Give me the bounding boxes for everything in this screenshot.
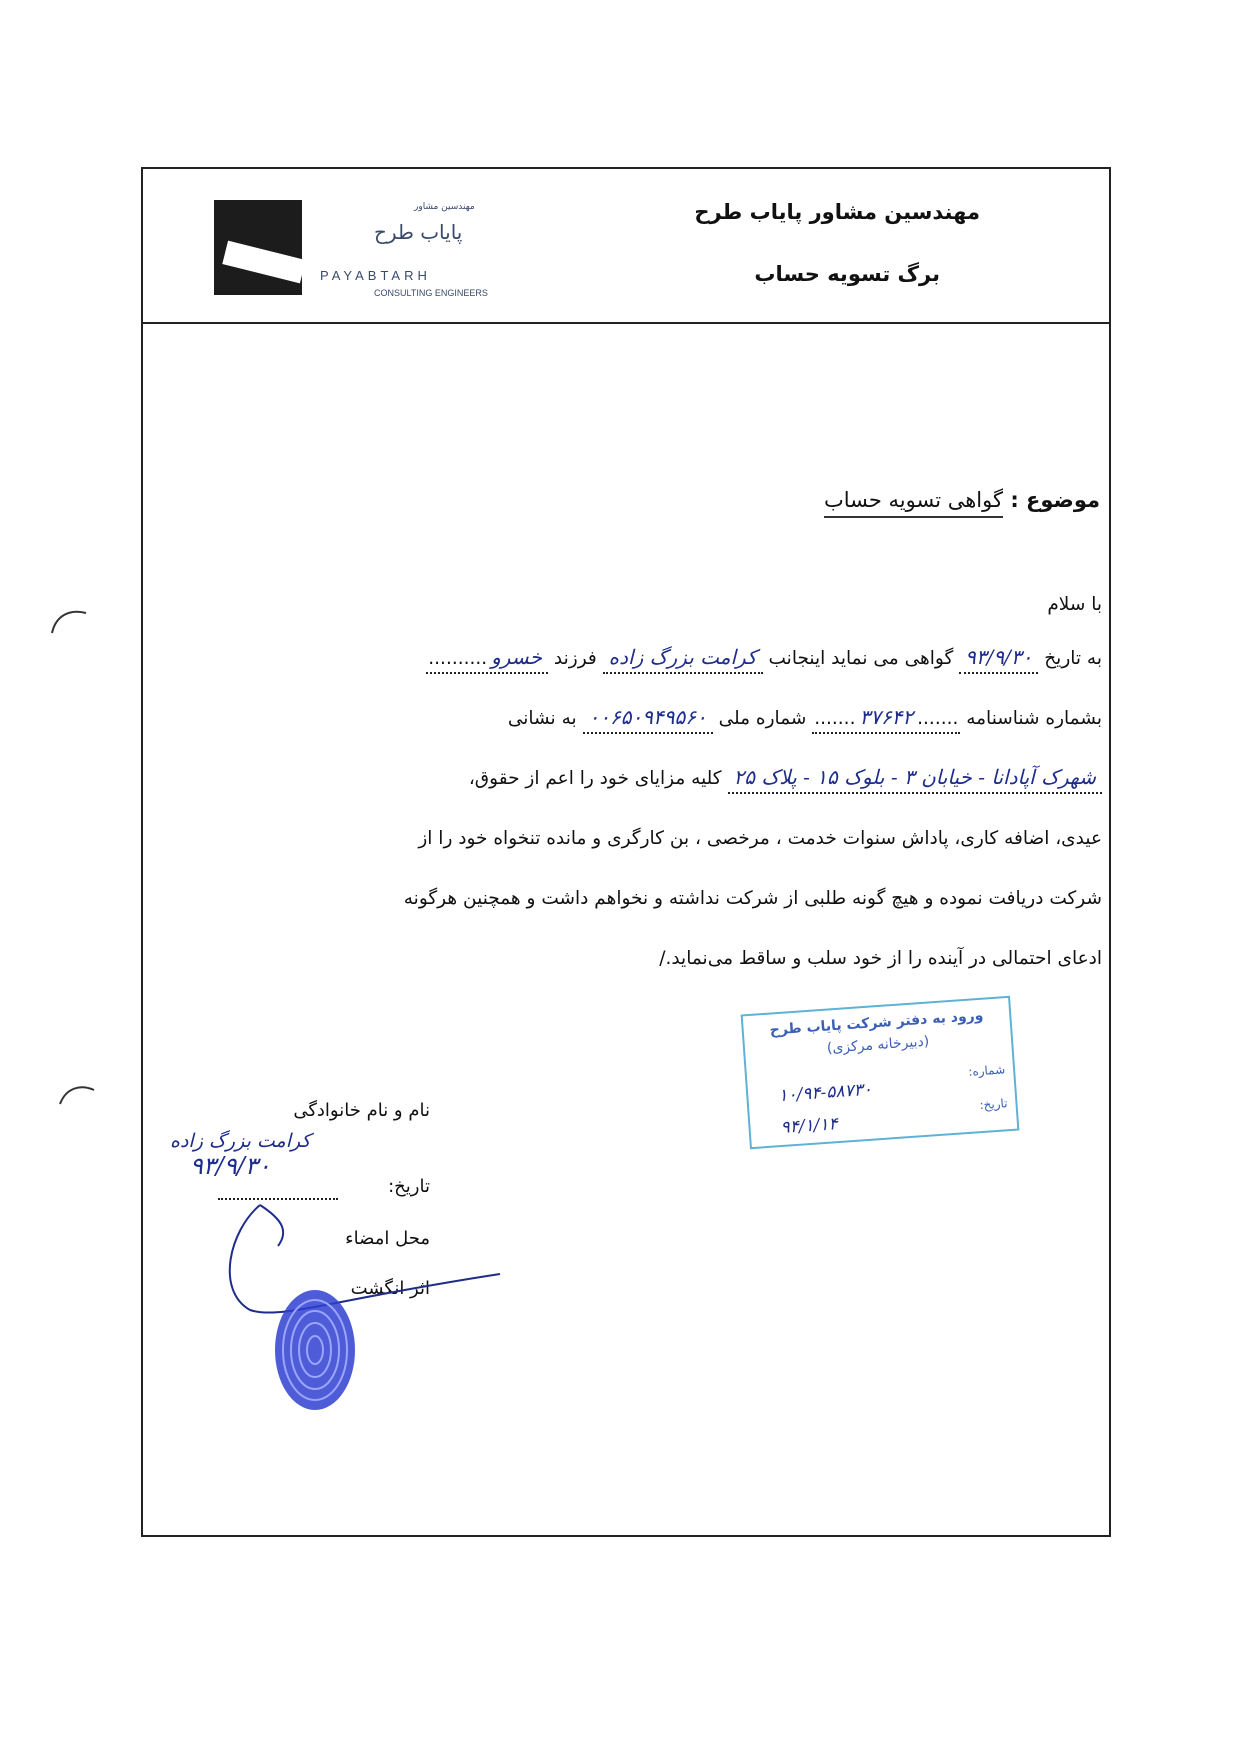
punch-hole-mark <box>58 1078 98 1108</box>
signature-scribble <box>220 1200 510 1320</box>
stamp-date-value: ۹۴/۱/۱۴ <box>779 1114 839 1139</box>
body-line-6: ادعای احتمالی در آینده را از خود سلب و ساقط می‌نماید./ <box>659 948 1102 969</box>
logo-small-text: مهندسین مشاور <box>414 202 475 212</box>
body-line-5: شرکت دریافت نموده و هیچ گونه طلبی از شرکت نداشته و نخواهم داشت و همچنین هرگونه <box>403 888 1102 909</box>
name-label: نام و نام خانوادگی <box>293 1100 430 1121</box>
letterhead <box>560 200 980 286</box>
logo-english-name: PAYABTARH <box>320 268 431 283</box>
header-divider <box>141 322 1111 324</box>
greeting: با سلام <box>1047 594 1102 615</box>
handwritten-name: کرامت بزرگ زاده <box>608 645 757 669</box>
form-title: برگ تسویه حساب <box>754 262 940 286</box>
thumbprint-label: اثر انگشت <box>350 1278 430 1299</box>
subject-line <box>824 488 1100 512</box>
subject-value: گواهی تسویه حساب <box>824 488 1003 518</box>
stamp-number-label: شماره: <box>967 1062 1006 1079</box>
letter-body <box>210 585 1102 989</box>
company-name: مهندسین مشاور پایاب طرح <box>694 200 980 224</box>
stamp-subtitle: (دبیرخانه مرکزی) <box>826 1033 930 1057</box>
logo-mark-icon <box>214 200 302 295</box>
date-label: تاریخ: <box>388 1176 430 1197</box>
handwritten-date: ۹۳/۹/۳۰ <box>965 645 1033 669</box>
company-logo <box>214 200 504 300</box>
handwritten-father-name: خسرو <box>491 645 543 669</box>
handwritten-signer-name: کرامت بزرگ زاده <box>170 1130 311 1152</box>
handwritten-national-id: ۰۰۶۵۰۹۴۹۵۶۰ <box>588 705 707 729</box>
handwritten-address: شهرک آپادانا - خیابان ۳ - بلوک ۱۵ - پلاک ۲۵ <box>733 765 1096 789</box>
signature-place-label: محل امضاء <box>345 1228 430 1249</box>
stamp-number-value: ۱۰/۹۴-۵۸۷۳۰ <box>777 1079 873 1107</box>
body-line-1: به تاریخ ۹۳/۹/۳۰ گواهی می نماید اینجانب کرامت بزرگ زاده فرزند خسرو.......... <box>210 629 1102 689</box>
fingerprint-icon <box>270 1285 360 1415</box>
logo-persian-name: پایاب طرح <box>374 220 463 244</box>
stamp-title: ورود به دفتر شرکت پایاب طرح <box>769 1007 984 1039</box>
logo-english-sub: CONSULTING ENGINEERS <box>374 288 488 298</box>
handwritten-sign-date: ۹۳/۹/۳۰ <box>190 1152 271 1180</box>
registration-stamp <box>741 996 1020 1150</box>
handwritten-id-number: ۳۷۶۴۲ <box>859 705 914 729</box>
body-line-4: عیدی، اضافه کاری، پاداش سنوات خدمت ، مرخصی ، بن کارگری و مانده تنخواه خود را از <box>418 828 1102 849</box>
stamp-date-label: تاریخ: <box>979 1096 1008 1113</box>
body-line-2: بشماره شناسنامه .......۳۷۶۴۲....... شماره ملی ۰۰۶۵۰۹۴۹۵۶۰ به نشانی <box>210 689 1102 749</box>
body-line-3: شهرک آپادانا - خیابان ۳ - بلوک ۱۵ - پلاک ۲۵ کلیه مزایای خود را اعم از حقوق، <box>210 749 1102 809</box>
subject-label: موضوع : <box>1010 488 1100 512</box>
punch-hole-mark <box>50 605 90 635</box>
